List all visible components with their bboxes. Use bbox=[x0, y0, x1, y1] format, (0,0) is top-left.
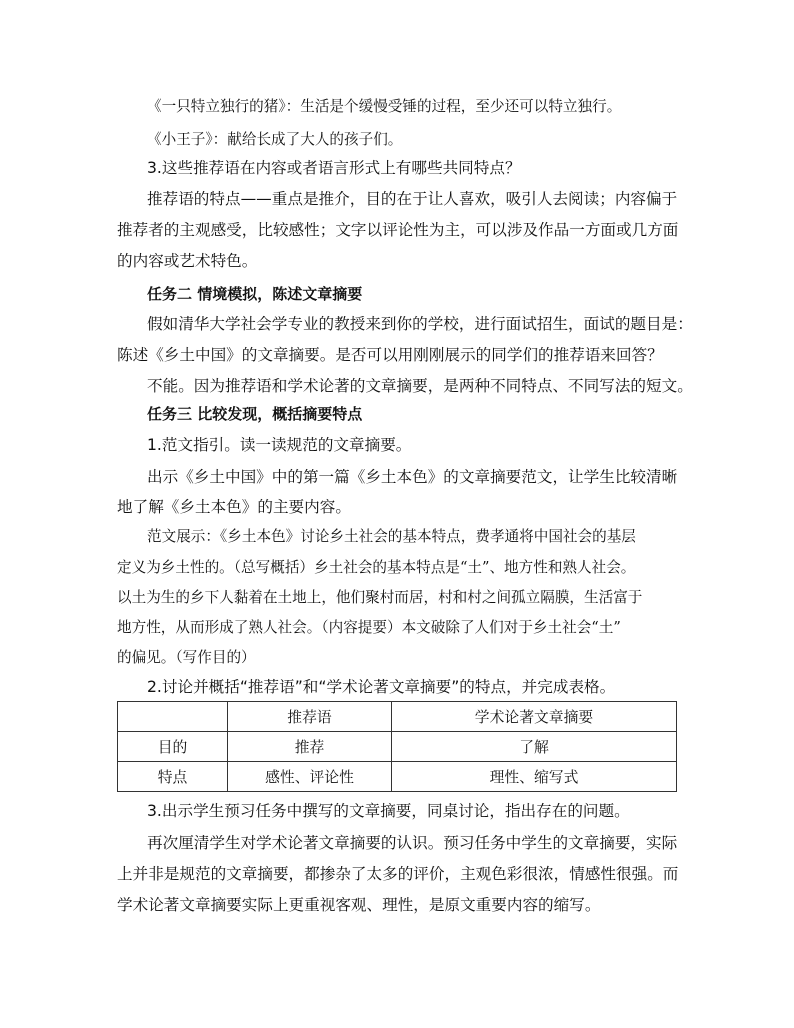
comparison-table bbox=[117, 701, 677, 792]
quote-little-prince: 《小王子》：献给长成了大人的孩子们。 bbox=[147, 131, 403, 148]
section-heading-task-3: 任务三 比较发现，概括摘要特点 bbox=[147, 405, 363, 423]
table-cell: 感性、评论性 bbox=[228, 762, 392, 792]
paragraph-line: 上并非是规范的文章摘要，都掺杂了太多的评价，主观色彩很浓，情感性很强。而 bbox=[117, 865, 679, 883]
table-row-label: 特点 bbox=[118, 762, 228, 792]
paragraph-line: 推荐语的特点——重点是推介，目的在于让人喜欢，吸引人去阅读；内容偏于 bbox=[147, 190, 678, 208]
table-header-row bbox=[118, 702, 677, 732]
item-1: 1.范文指引。读一读规范的文章摘要。 bbox=[147, 436, 412, 454]
sample-abstract-line: 定义为乡土性的。（总写概括）乡土社会的基本特点是“土”、地方性和熟人社会。 bbox=[117, 559, 636, 576]
paragraph-line: 假如清华大学社会学专业的教授来到你的学校，进行面试招生，面试的题目是： bbox=[147, 315, 693, 333]
sample-abstract-line: 以土为生的乡下人黏着在土地上，他们聚村而居，村和村之间孤立隔膜，生活富于 bbox=[117, 589, 643, 606]
item-2: 2.讨论并概括“推荐语”和“学术论著文章摘要”的特点，并完成表格。 bbox=[147, 678, 616, 696]
paragraph-line: 推荐者的主观感受，比较感性；文字以评论性为主，可以涉及作品一方面或几方面 bbox=[117, 221, 679, 239]
sample-abstract-line: 的偏见。（写作目的） bbox=[117, 649, 256, 666]
sample-abstract-line: 地方性，从而形成了熟人社会。（内容提要）本文破除了人们对于乡土社会“土” bbox=[117, 619, 621, 636]
table-header-cell: 推荐语 bbox=[228, 702, 392, 732]
table-row-label: 目的 bbox=[118, 732, 228, 762]
table-row bbox=[118, 732, 677, 762]
paragraph-line: 的内容或艺术特色。 bbox=[117, 252, 258, 270]
table-cell: 理性、缩写式 bbox=[392, 762, 677, 792]
question-3: 3.这些推荐语在内容或者语言形式上有哪些共同特点？ bbox=[147, 159, 521, 177]
paragraph-line: 再次厘清学生对学术论著文章摘要的认识。预习任务中学生的文章摘要，实际 bbox=[147, 834, 678, 852]
table-cell bbox=[118, 702, 228, 732]
section-heading-task-2: 任务二 情境模拟，陈述文章摘要 bbox=[147, 285, 363, 303]
table-row bbox=[118, 762, 677, 792]
paragraph-line: 陈述《乡土中国》的文章摘要。是否可以用刚刚展示的同学们的推荐语来回答？ bbox=[117, 346, 663, 364]
paragraph-line: 不能。因为推荐语和学术论著的文章摘要，是两种不同特点、不同写法的短文。 bbox=[147, 377, 693, 395]
paragraph-line: 出示《乡土中国》中的第一篇《乡土本色》的文章摘要范文，让学生比较清晰 bbox=[147, 468, 678, 486]
item-3: 3.出示学生预习任务中撰写的文章摘要，同桌讨论，指出存在的问题。 bbox=[147, 802, 630, 820]
sample-abstract-line: 范文展示：《乡土本色》讨论乡土社会的基本特点，费孝通将中国社会的基层 bbox=[147, 528, 636, 545]
paragraph-line: 学术论著文章摘要实际上更重视客观、理性，是原文重要内容的缩写。 bbox=[117, 896, 601, 914]
table-cell: 推荐 bbox=[228, 732, 392, 762]
table-cell: 了解 bbox=[392, 732, 677, 762]
quote-pig-book: 《一只特立独行的猪》：生活是个缓慢受锤的过程，至少还可以特立独行。 bbox=[147, 98, 622, 115]
paragraph-line: 地了解《乡土本色》的主要内容。 bbox=[117, 498, 351, 516]
table-header-cell: 学术论著文章摘要 bbox=[392, 702, 677, 732]
